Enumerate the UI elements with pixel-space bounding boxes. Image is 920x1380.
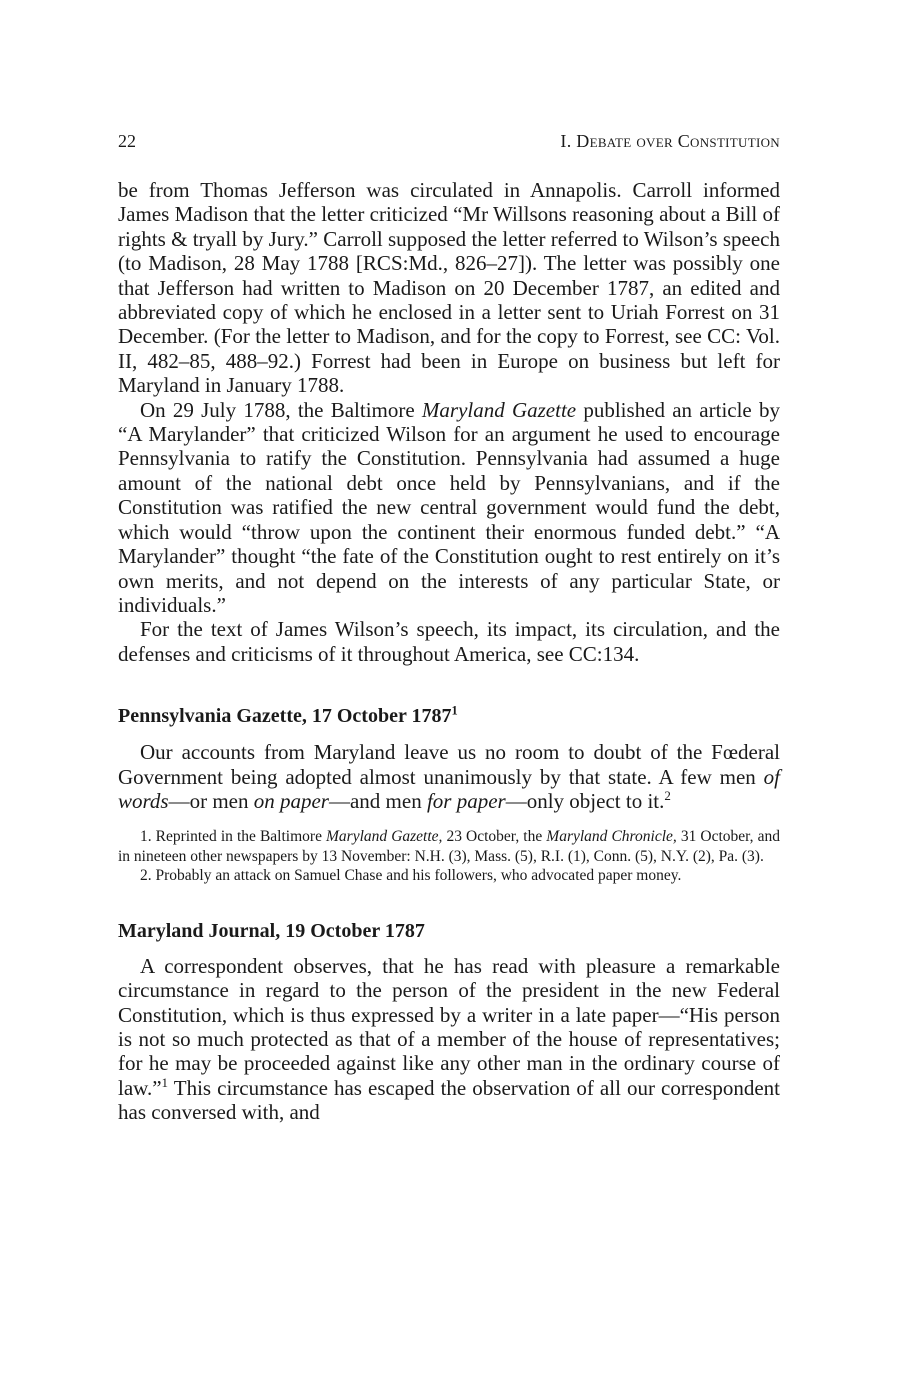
intro-paragraph-2: [118, 398, 780, 618]
running-title: I. Debate over Constitution: [560, 131, 780, 151]
intro-paragraph-3: For the text of James Wilson’s speech, its impact, its circulation, and the defenses and criticisms of it throughout America, see CC:134.: [118, 617, 780, 666]
maryland-journal-body: [118, 954, 780, 1125]
body-text: —only object to it.: [505, 788, 665, 813]
intro-paragraph-1: be from Thomas Jefferson was circulated in Annapolis. Carroll informed James Madison that the letter criticized “Mr Willsons reasoning about a Bill of rights & tryall by Jury.” Carroll supposed the letter referred to Wilson’s speech (to Madison, 28 May 1788 [RCS:Md., 826–27]). The letter was possibly one that Jefferson had written to Madison on 20 December 1787, an edited and abbreviated copy of which he enclosed in a letter sent to Uriah Forrest on 31 December. (For the letter to Madison, and for the copy to Forrest, see CC: Vol. II, 482–85, 488–92.) Forrest had been in Europe on business but left for Maryland in January 1788.: [118, 178, 780, 398]
pennsylvania-gazette-body: [118, 740, 780, 813]
newspaper-title: Maryland Gazette,: [326, 828, 443, 846]
body-text: —and men: [328, 788, 427, 813]
intro-p2-text-a: On 29 July 1788, the Baltimore: [140, 397, 422, 422]
footnote-ref: 1: [161, 1074, 169, 1090]
body-text: This circumstance has escaped the observation of all our correspondent has conversed with, and: [118, 1075, 780, 1125]
section-heading-maryland-journal: Maryland Journal, 19 October 1787: [118, 919, 425, 942]
body-text: Our accounts from Maryland leave us no room to doubt of the Fœderal Government being adopted almost unanimously by that state. A few men: [118, 740, 780, 789]
document-page: [118, 128, 780, 1125]
section-heading-text: Pennsylvania Gazette, 17 October 1787: [118, 705, 452, 728]
newspaper-title: Maryland Chronicle,: [546, 828, 677, 846]
footnote-2: 2. Probably an attack on Samuel Chase and his followers, who advocated paper money.: [140, 867, 682, 885]
page-number: 22: [118, 131, 136, 151]
footnote-ref: 2: [664, 787, 671, 803]
footnote-ref: 1: [451, 703, 458, 718]
footnote-1: [118, 827, 780, 866]
emphasis: on paper: [253, 788, 329, 813]
emphasis: of words: [118, 764, 780, 813]
footnotes: [118, 827, 780, 886]
emphasis: for paper: [426, 788, 506, 813]
body-text: —or men: [168, 788, 254, 813]
note-text: 1. Reprinted in the Baltimore: [140, 828, 327, 846]
running-head: [118, 128, 780, 154]
newspaper-title: Maryland Gazette: [421, 397, 577, 422]
note-text: 23 October, the: [442, 828, 547, 846]
section-heading-pennsylvania-gazette: [118, 703, 780, 729]
body-text: A correspondent observes, that he has read with pleasure a remarkable circumstance in regard to the person of the president in the new Federal Constitution, which is thus expressed by a writer in a late paper—“His person is not so much protected as that of a member of the house of representatives; for he may be proceeded against like any other man in the ordinary course of law.”: [118, 953, 780, 1100]
intro-p2-text-b: published an article by “A Marylander” that criticized Wilson for an argument he used to encourage Pennsylvania to ratify the Constitution. Pennsylvania had assumed a huge amount of the national debt once held by Pennsylvanians, and if the Constitution was ratified the new central government would fund the debt, which would “throw upon the continent their enormous funded debt.” “A Marylander” thought “the fate of the Constitution ought to rest entirely on it’s own merits, and not depend on the interests of any particular State, or individuals.”: [118, 397, 780, 617]
note-text: 31 October, and in nineteen other newspapers by 13 November: N.H. (3), Mass. (5), R.I. (1), Conn. (5), N.Y. (2), Pa. (3).: [118, 828, 780, 865]
